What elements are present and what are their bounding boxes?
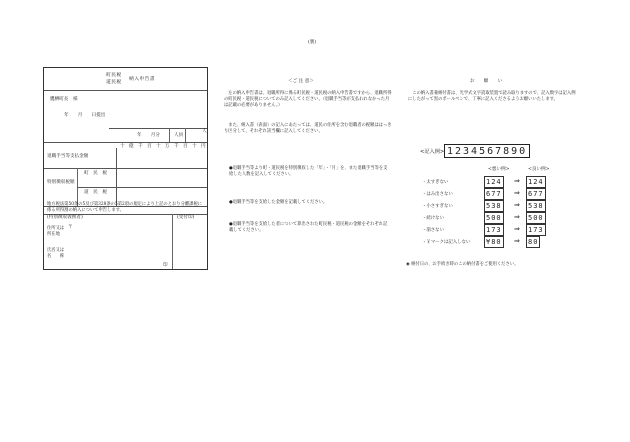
year-month-field[interactable]: 年 月分 [137,133,160,138]
tax-group-label: 特別徴収税額 [47,180,75,185]
name-field[interactable] [68,248,168,260]
notes-bullet-3: ●退職手当等を支給した者について算出された町民税・道民税の金額をそれぞれ記載してください。 [229,222,388,234]
people-label: 人員 [174,133,184,138]
collector-label: (特別徴収義務者) [47,215,83,220]
good-examples-header: <良い例> [528,167,550,172]
example-row: ・崩さない 173 ⇒ 173 [422,225,544,234]
digit-header-row: 十 億 千 百 十 万 千 百 十 円 [120,144,206,149]
seal-mark: 印 [163,263,168,268]
law-statement: 地方税法第50条の5及び第328条の5第2項の規定により上記のとおり分離課税に係る所得割の納入について申告します。 [47,202,203,214]
postal-mark: 〒 [68,225,73,230]
withheld-amount-label: 退職手当等支払金額 [47,154,89,159]
notes-paragraph-1: 左の納入申告書は、退職所得に係る町民税・道民税の納入申告書ですから、退職所得の町民税・道民税についてのみ記入してください。（退職手当等が支払われなかった月は記載の必要がありません。） [224,91,392,109]
notes-paragraph-2: また、納入書（表面）の記入にあたっては、道民の住所を含む退職者の税額ははっきり区分して、それぞれ該当欄に記入してください。 [224,123,392,135]
receipt-stamp-label: (受付印) [177,215,195,220]
withheld-amount-field[interactable] [116,148,209,168]
name-label: 氏名又は 名 称 [47,248,65,260]
example-row: ・小さすぎない 538 ⇒ 538 [422,201,544,210]
request-panel [402,80,582,270]
example-row: ・続けない 500 ⇒ 500 [422,213,544,222]
form-title: 納入申告書 [129,77,155,82]
address-label: 住所又は 所在地 [47,226,65,238]
address-field[interactable] [68,231,168,243]
town-tax-field[interactable] [116,168,209,187]
notes-bullet-2: ●退職手当等を支給した金額を記載してください。 [229,200,328,205]
notes-heading: ＜ご 注 意＞ [288,79,314,84]
notes-bullet-1: ●退職手当等より町・道民税を特別徴収した「年」・「月」を、また退職手当等を支給した人数を記入してください。 [229,166,388,178]
page-mark: (裏) [308,40,317,45]
sample-label: <記入例> [420,149,445,155]
town-tax-label: 町 民 税 [84,171,107,176]
form-header-town: 町民税 [106,73,122,78]
tax-return-form [43,67,208,270]
request-paragraph: この納入書兼納付書は、光学式文字読取装置で読み取りますので、記入数字は記入例にしたがって黒のボールペンで、丁寧に記入くださるようお願いいたします。 [408,91,576,103]
sample-digits: 1234567890 [444,144,530,158]
addressee: 鷹栖町長 様 [50,97,78,102]
request-footnote: ◉ 納付日の、お手続き時のこの納付書をご使用ください。 [406,262,519,267]
submit-date[interactable]: 年 月 日提出 [64,113,106,118]
example-row: ・はみ出さない 677 ⇒ 677 [422,189,544,198]
notes-panel [224,80,394,260]
bad-examples-header: <悪い例> [488,167,510,172]
request-heading: お 願 い [470,79,503,84]
example-row: ・￥マークは記入しない ¥80 ⇒ 80 [422,237,539,246]
example-row: ・太すぎない 124 ⇒ 124 [422,177,544,186]
prefecture-tax-label: 道 民 税 [84,190,107,195]
people-unit: 人 [202,129,207,134]
form-header-prefecture: 道民税 [106,80,122,85]
